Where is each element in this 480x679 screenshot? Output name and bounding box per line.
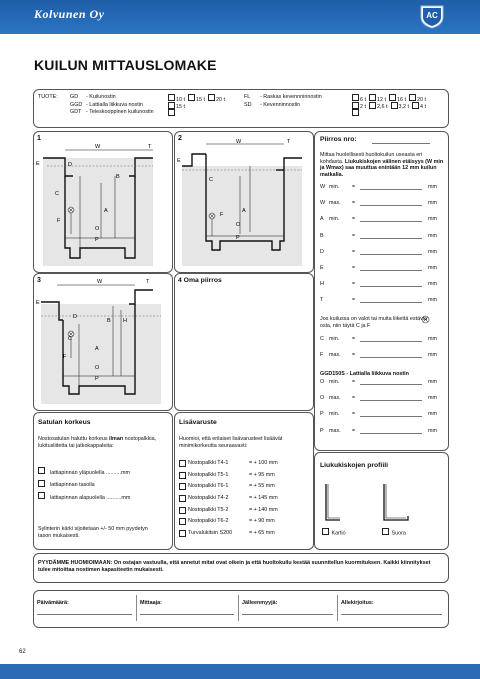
measure-row [320, 249, 442, 265]
measure-equals: = [352, 232, 356, 239]
accessory-checkbox[interactable] [179, 495, 186, 502]
product-desc: - Lattialla liikkuva nostin [86, 101, 143, 108]
measure-rows-main [320, 184, 442, 314]
measure-row [320, 352, 442, 368]
suora-checkbox [382, 528, 389, 535]
accessory-item[interactable] [179, 460, 309, 472]
svg-text:T: T [287, 139, 291, 145]
shaft-diagram-1 [35, 138, 169, 268]
measure-input[interactable] [360, 238, 422, 239]
notice-text: PYYDÄMME HUOMIOIMAAN: On ostajan vastuulla, että annetut mitat ovat oikein ja että huoltokuilu kestää suunnitellun kuormituksen. Kaikki kiinnitykset tulee mitoittaa nostimen kapasiteetin mukaisesti. [38, 560, 431, 573]
capacity-checkbox[interactable] [168, 109, 175, 116]
shaft-diagram-2 [176, 136, 310, 268]
measure-letter: F [320, 352, 324, 359]
measure-qualifier: min. [329, 336, 340, 342]
svg-text:E: E [36, 161, 40, 167]
measure-row [320, 379, 442, 395]
measure-input[interactable] [360, 384, 422, 385]
svg-text:T: T [148, 144, 152, 150]
dealer-input[interactable] [242, 614, 333, 615]
rail-option-kartio[interactable]: Kartio [322, 528, 346, 537]
capacity-checkbox[interactable] [168, 94, 175, 101]
ac-badge-icon [419, 3, 445, 29]
measure-equals: = [352, 200, 356, 207]
accessory-name: Nostopalkki T6-2 [188, 518, 229, 525]
svg-text:H: H [123, 318, 127, 324]
capacity-checkbox-2[interactable] [369, 94, 376, 101]
capacity-label-2: 3,2 t [398, 104, 409, 111]
measurer-input[interactable] [140, 614, 234, 615]
measure-qualifier: min. [329, 216, 340, 223]
diagram-4-panel [174, 273, 314, 411]
accessory-item[interactable] [179, 530, 309, 542]
diagram-3-number: 3 [37, 277, 41, 284]
capacity-checkbox-2[interactable] [369, 102, 376, 109]
accessory-name: Nostopalkki T5-2 [188, 506, 229, 513]
svg-text:P: P [95, 237, 99, 243]
cf-note: Jos kuilussa on valot tai muita liikettä estäviä osia, niin täytä C ja F [320, 316, 427, 329]
svg-text:D: D [73, 314, 77, 320]
measure-input[interactable] [360, 433, 422, 434]
measure-unit: mm [428, 352, 437, 359]
svg-text:E: E [36, 300, 40, 306]
measure-unit: mm [428, 395, 437, 402]
measure-unit: mm [428, 184, 437, 190]
svg-text:F: F [220, 212, 224, 218]
measure-letter: P [320, 411, 324, 418]
svg-text:E: E [177, 158, 181, 164]
saddle-checkbox[interactable] [38, 480, 45, 487]
capacity-checkbox[interactable] [188, 94, 195, 101]
capacity-options-2 [352, 109, 363, 118]
page-title: KUILUN MITTAUSLOMAKE [34, 57, 217, 73]
accessory-title: Lisävaruste [179, 419, 217, 426]
measure-input[interactable] [360, 400, 422, 401]
drawing-number-label: Piirros nro: [320, 136, 357, 143]
capacity-checkbox-2[interactable] [352, 102, 359, 109]
shaft-diagram-3 [35, 276, 169, 406]
measure-equals: = [352, 411, 356, 418]
svg-text:T: T [146, 279, 150, 285]
measure-equals: = [352, 352, 356, 359]
measure-unit: mm [428, 427, 437, 434]
measure-input[interactable] [360, 341, 422, 342]
measure-unit: mm [428, 200, 437, 207]
measure-row [320, 411, 442, 427]
rail-option-suora[interactable]: Suora [382, 528, 406, 537]
measure-equals: = [352, 395, 356, 402]
product-code: GGD [70, 101, 83, 108]
diagram-1-number: 1 [37, 135, 41, 142]
page-number: 62 [19, 649, 26, 655]
svg-text:O: O [95, 365, 100, 371]
measure-row [320, 216, 442, 232]
product-desc-2: - Raskas kevennninnostin [260, 94, 322, 100]
measure-unit: mm [428, 232, 437, 239]
measure-input[interactable] [360, 416, 422, 417]
measure-unit: mm [428, 336, 437, 342]
svg-text:C: C [55, 191, 59, 197]
measure-letter: B [320, 232, 324, 239]
measure-letter: O [320, 395, 325, 402]
measure-unit: mm [428, 379, 437, 385]
measure-row [320, 281, 442, 297]
svg-text:A: A [242, 208, 246, 214]
svg-text:C: C [209, 177, 213, 183]
measure-unit: mm [428, 281, 437, 288]
measure-input[interactable] [360, 254, 422, 255]
signature-panel [33, 590, 449, 628]
measure-row [320, 395, 442, 411]
svg-text:P: P [236, 235, 240, 241]
measure-letter: O [320, 379, 325, 385]
measure-row [320, 265, 442, 281]
measure-letter: C [320, 336, 324, 342]
svg-text:P: P [95, 376, 99, 382]
dealer-field-label: Jälleenmyyjä: [242, 600, 278, 606]
saddle-option[interactable] [38, 480, 168, 493]
measure-equals: = [352, 216, 356, 223]
measure-equals: = [352, 184, 356, 190]
accessory-item[interactable] [179, 472, 309, 484]
measure-letter: H [320, 281, 324, 288]
measure-qualifier: max. [329, 395, 341, 402]
measure-row [320, 233, 442, 249]
measure-letter: T [320, 297, 324, 304]
product-code: GD [70, 94, 79, 100]
measure-rows-op [320, 379, 442, 444]
svg-text:W: W [97, 279, 103, 285]
capacity-label: 20 t [216, 96, 225, 103]
measure-input[interactable] [360, 221, 422, 222]
measure-input[interactable] [360, 270, 422, 271]
product-row [70, 102, 450, 110]
diagram-2-number: 2 [178, 135, 182, 142]
measure-row [320, 184, 442, 200]
ggd-title: GGD150S - Lattialla liikkuva nostin [320, 371, 409, 377]
accessory-value: = + 100 mm [249, 460, 278, 466]
measure-unit: mm [428, 264, 437, 271]
accessory-checkbox[interactable] [179, 472, 186, 479]
capacity-label-2: 4 t [420, 104, 426, 111]
accessory-list [179, 460, 309, 542]
measure-unit: mm [428, 248, 437, 255]
product-code: GDT [70, 109, 82, 116]
capacity-checkbox-2[interactable] [352, 94, 359, 101]
rail-profile-title: Liukukiskojen profiili [320, 462, 388, 469]
svg-text:F: F [57, 218, 61, 224]
measure-letter: P [320, 427, 324, 434]
saddle-option-label: lattiapinnan yläpuolella ..........mm [50, 469, 131, 476]
measure-qualifier: max. [329, 427, 341, 434]
product-code-2: FL [244, 94, 251, 100]
svg-text:B: B [107, 318, 111, 324]
measure-unit: mm [428, 411, 437, 418]
date-field-label: Päivämäärä: [37, 600, 69, 606]
saddle-option[interactable] [38, 492, 168, 505]
product-rows [70, 94, 450, 117]
capacity-label-2: 12 t [377, 96, 386, 103]
measure-qualifier: min. [329, 411, 340, 418]
svg-text:A: A [104, 208, 108, 214]
capacity-checkbox-2[interactable] [391, 102, 398, 109]
measure-unit: mm [428, 216, 437, 223]
measure-letter: E [320, 264, 324, 271]
measure-qualifier: max. [329, 200, 341, 207]
measure-equals: = [352, 281, 356, 288]
accessory-item[interactable] [179, 507, 309, 519]
accessory-value: = + 90 mm [249, 518, 275, 525]
measure-rows-cf [320, 336, 442, 368]
measure-row [320, 297, 442, 313]
accessory-value: = + 95 mm [249, 471, 275, 478]
saddle-options [38, 467, 168, 505]
accessory-name: Nostopalkki T4-1 [188, 460, 229, 466]
product-row [70, 94, 450, 102]
saddle-desc: Nostosatulan haluttu korkeus ilman nostopalkkia, lukitusliitetta tai jatkokappaleita: [38, 436, 157, 449]
measure-equals: = [352, 264, 356, 271]
date-input[interactable] [37, 614, 132, 615]
accessory-name: Nostopalkki T6-1 [188, 483, 229, 490]
svg-text:AC: AC [426, 11, 438, 20]
accessory-checkbox[interactable] [179, 460, 186, 467]
drawing-number-input[interactable] [372, 143, 430, 144]
capacity-label-2: 2,6 t [377, 104, 388, 111]
saddle-option-label: lattiapinnan alapuolella ..........mm [50, 494, 131, 501]
measure-row [320, 200, 442, 216]
measure-letter: W [320, 200, 326, 207]
svg-text:D: D [68, 162, 72, 168]
capacity-checkbox-2[interactable] [352, 109, 359, 116]
measure-input[interactable] [360, 205, 422, 206]
capacity-label: 15 t [196, 96, 205, 103]
rail-profile-drawings [318, 480, 444, 528]
saddle-checkbox[interactable] [38, 467, 45, 474]
accessory-checkbox[interactable] [179, 530, 186, 537]
saddle-option-label: lattiapinnan tasolla [50, 482, 95, 488]
accessory-desc: Huomioi, että erilaiset lisävarusteet lisäävät minimikorkeutta seuraavasti: [179, 436, 283, 449]
svg-text:A: A [95, 346, 99, 352]
company-logo: Kolvunen Oy [34, 7, 105, 21]
bottom-bar [0, 664, 480, 679]
product-desc: - Kuilunostin [86, 94, 116, 100]
obstacle-icon [421, 315, 430, 324]
measure-input[interactable] [360, 189, 422, 190]
measure-equals: = [352, 336, 356, 342]
capacity-checkbox[interactable] [208, 94, 215, 101]
accessory-value: = + 140 mm [249, 506, 278, 513]
measure-row [320, 428, 442, 444]
measurer-field-label: Mittaaja: [140, 600, 162, 606]
accessory-name: Turvalukitsin S200 [188, 530, 233, 537]
saddle-title: Satulan korkeus [38, 419, 91, 426]
signature-field-label: Allekirjoitus: [341, 600, 374, 606]
product-code-2: SD [244, 101, 252, 108]
kartio-checkbox [322, 528, 329, 535]
accessory-value: = + 145 mm [249, 495, 278, 502]
capacity-label-2: 6 t [360, 96, 366, 103]
measure-qualifier: max. [329, 352, 341, 359]
product-label: TUOTE: [38, 94, 58, 100]
accessory-checkbox[interactable] [179, 518, 186, 525]
accessory-checkbox[interactable] [179, 483, 186, 490]
measure-equals: = [352, 248, 356, 255]
measure-letter: D [320, 248, 324, 255]
diagram-4-title: 4 Oma piirros [178, 277, 222, 284]
svg-text:F: F [63, 354, 67, 360]
measure-equals: = [352, 379, 356, 385]
capacity-label-2: 2 t [360, 104, 366, 111]
capacity-options [168, 109, 179, 118]
measure-equals: = [352, 427, 356, 434]
capacity-label: 10 t [176, 96, 185, 103]
measure-unit: mm [428, 297, 437, 304]
capacity-checkbox-2[interactable] [409, 94, 416, 101]
capacity-checkbox-2[interactable] [412, 102, 419, 109]
svg-text:W: W [95, 144, 101, 150]
signature-input[interactable] [341, 614, 442, 615]
capacity-checkbox-2[interactable] [389, 94, 396, 101]
svg-text:O: O [95, 226, 100, 232]
measure-note: Mittaa huolellisesti huoltokuilun useasta eri kohdasta. Liukukiskojen välinen etäisyys (W min ja Wmax) saa muuttua enintään 12 mm kuilun matkalla. [320, 152, 444, 178]
saddle-foot: Sylinterin kärki sijoitetaan +/- 50 mm pyydetyn tason mukaisesti. [38, 526, 148, 539]
capacity-label-2: 20 t [417, 96, 426, 103]
measure-row [320, 336, 442, 352]
saddle-option[interactable] [38, 467, 168, 480]
measure-qualifier: min. [329, 184, 340, 190]
accessory-name: Nostopalkki T5-1 [188, 471, 229, 478]
product-desc: - Teleskooppinen kuilunostin [86, 109, 154, 116]
product-desc-2: - Kevenninnostin [260, 101, 301, 108]
capacity-label: 15 t [176, 104, 185, 111]
product-row [70, 109, 450, 117]
accessory-item[interactable] [179, 495, 309, 507]
accessory-value: = + 55 mm [249, 483, 275, 490]
measure-letter: A [320, 216, 324, 223]
svg-text:C: C [68, 336, 72, 342]
accessory-checkbox[interactable] [179, 507, 186, 514]
measure-input[interactable] [360, 357, 422, 358]
svg-text:B: B [116, 174, 120, 180]
accessory-value: = + 65 mm [249, 530, 275, 537]
capacity-checkbox[interactable] [168, 102, 175, 109]
accessory-item[interactable] [179, 483, 309, 495]
measure-equals: = [352, 297, 356, 304]
accessory-item[interactable] [179, 518, 309, 530]
svg-text:W: W [236, 139, 242, 145]
saddle-checkbox[interactable] [38, 492, 45, 499]
capacity-label-2: 16 t [397, 96, 406, 103]
measure-qualifier: min. [329, 379, 340, 385]
accessory-name: Nostopalkki T4-2 [188, 495, 229, 502]
measure-input[interactable] [360, 302, 422, 303]
measure-input[interactable] [360, 286, 422, 287]
svg-text:O: O [236, 222, 241, 228]
measure-letter: W [320, 184, 326, 190]
